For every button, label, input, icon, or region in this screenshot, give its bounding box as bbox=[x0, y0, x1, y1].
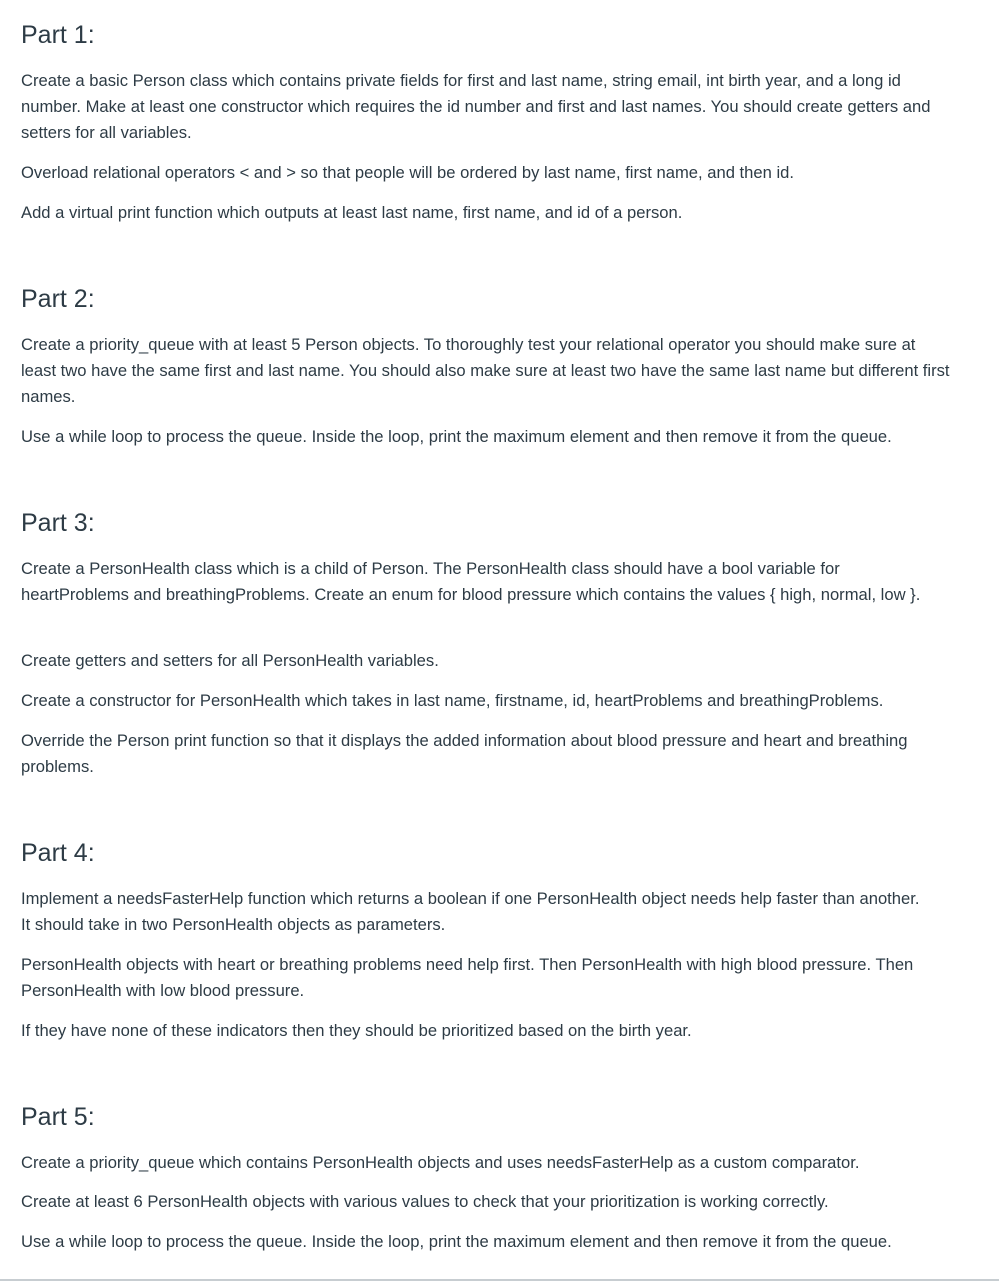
part-3-paragraph-1: Create a PersonHealth class which is a child of Person. The PersonHealth class should have a bool variable for heartProblems and breathingProblems. Create an enum for blood pressure which contains the values { high, normal, low }. bbox=[21, 559, 921, 604]
part-2-heading: Part 2: bbox=[21, 285, 95, 313]
part-4-paragraph-2: PersonHealth objects with heart or breathing problems need help first. Then PersonHealth with high blood pressure. Then PersonHealth with low blood pressure. bbox=[21, 955, 914, 1000]
part-5-paragraph-1: Create a priority_queue which contains PersonHealth objects and uses needsFasterHelp as a custom comparator. bbox=[21, 1153, 860, 1172]
part-1-heading: Part 1: bbox=[21, 21, 95, 49]
part-2-paragraph-2: Use a while loop to process the queue. Inside the loop, print the maximum element and then remove it from the queue. bbox=[21, 427, 892, 446]
part-4-paragraph-3: If they have none of these indicators then they should be prioritized based on the birth year. bbox=[21, 1021, 692, 1040]
part-5-heading: Part 5: bbox=[21, 1103, 95, 1131]
part-3-paragraph-4: Override the Person print function so that it displays the added information about blood pressure and heart and breathing problems. bbox=[21, 731, 908, 776]
part-4-heading: Part 4: bbox=[21, 839, 95, 867]
part-1-paragraph-3: Add a virtual print function which outputs at least last name, first name, and id of a person. bbox=[21, 203, 683, 222]
part-3-heading: Part 3: bbox=[21, 509, 95, 537]
part-1-paragraph-2: Overload relational operators < and > so that people will be ordered by last name, first name, and then id. bbox=[21, 163, 794, 182]
part-2-paragraph-1: Create a priority_queue with at least 5 Person objects. To thoroughly test your relational operator you should make sure at least two have the same first and last name. You should also make sure at least two have the same last name but different first names. bbox=[21, 335, 950, 406]
part-5-paragraph-3: Use a while loop to process the queue. Inside the loop, print the maximum element and then remove it from the queue. bbox=[21, 1232, 892, 1251]
part-4-paragraph-1: Implement a needsFasterHelp function which returns a boolean if one PersonHealth object needs help faster than another. It should take in two PersonHealth objects as parameters. bbox=[21, 889, 920, 934]
part-3-paragraph-2: Create getters and setters for all PersonHealth variables. bbox=[21, 651, 439, 670]
part-1-paragraph-1: Create a basic Person class which contains private fields for first and last name, string email, int birth year, and a long id number. Make at least one constructor which requires the id number and first and last names. You should create getters and setters for all variables. bbox=[21, 71, 931, 142]
part-5-paragraph-2: Create at least 6 PersonHealth objects with various values to check that your prioritization is working correctly. bbox=[21, 1192, 829, 1211]
part-3-paragraph-3: Create a constructor for PersonHealth which takes in last name, firstname, id, heartProblems and breathingProblems. bbox=[21, 691, 884, 710]
